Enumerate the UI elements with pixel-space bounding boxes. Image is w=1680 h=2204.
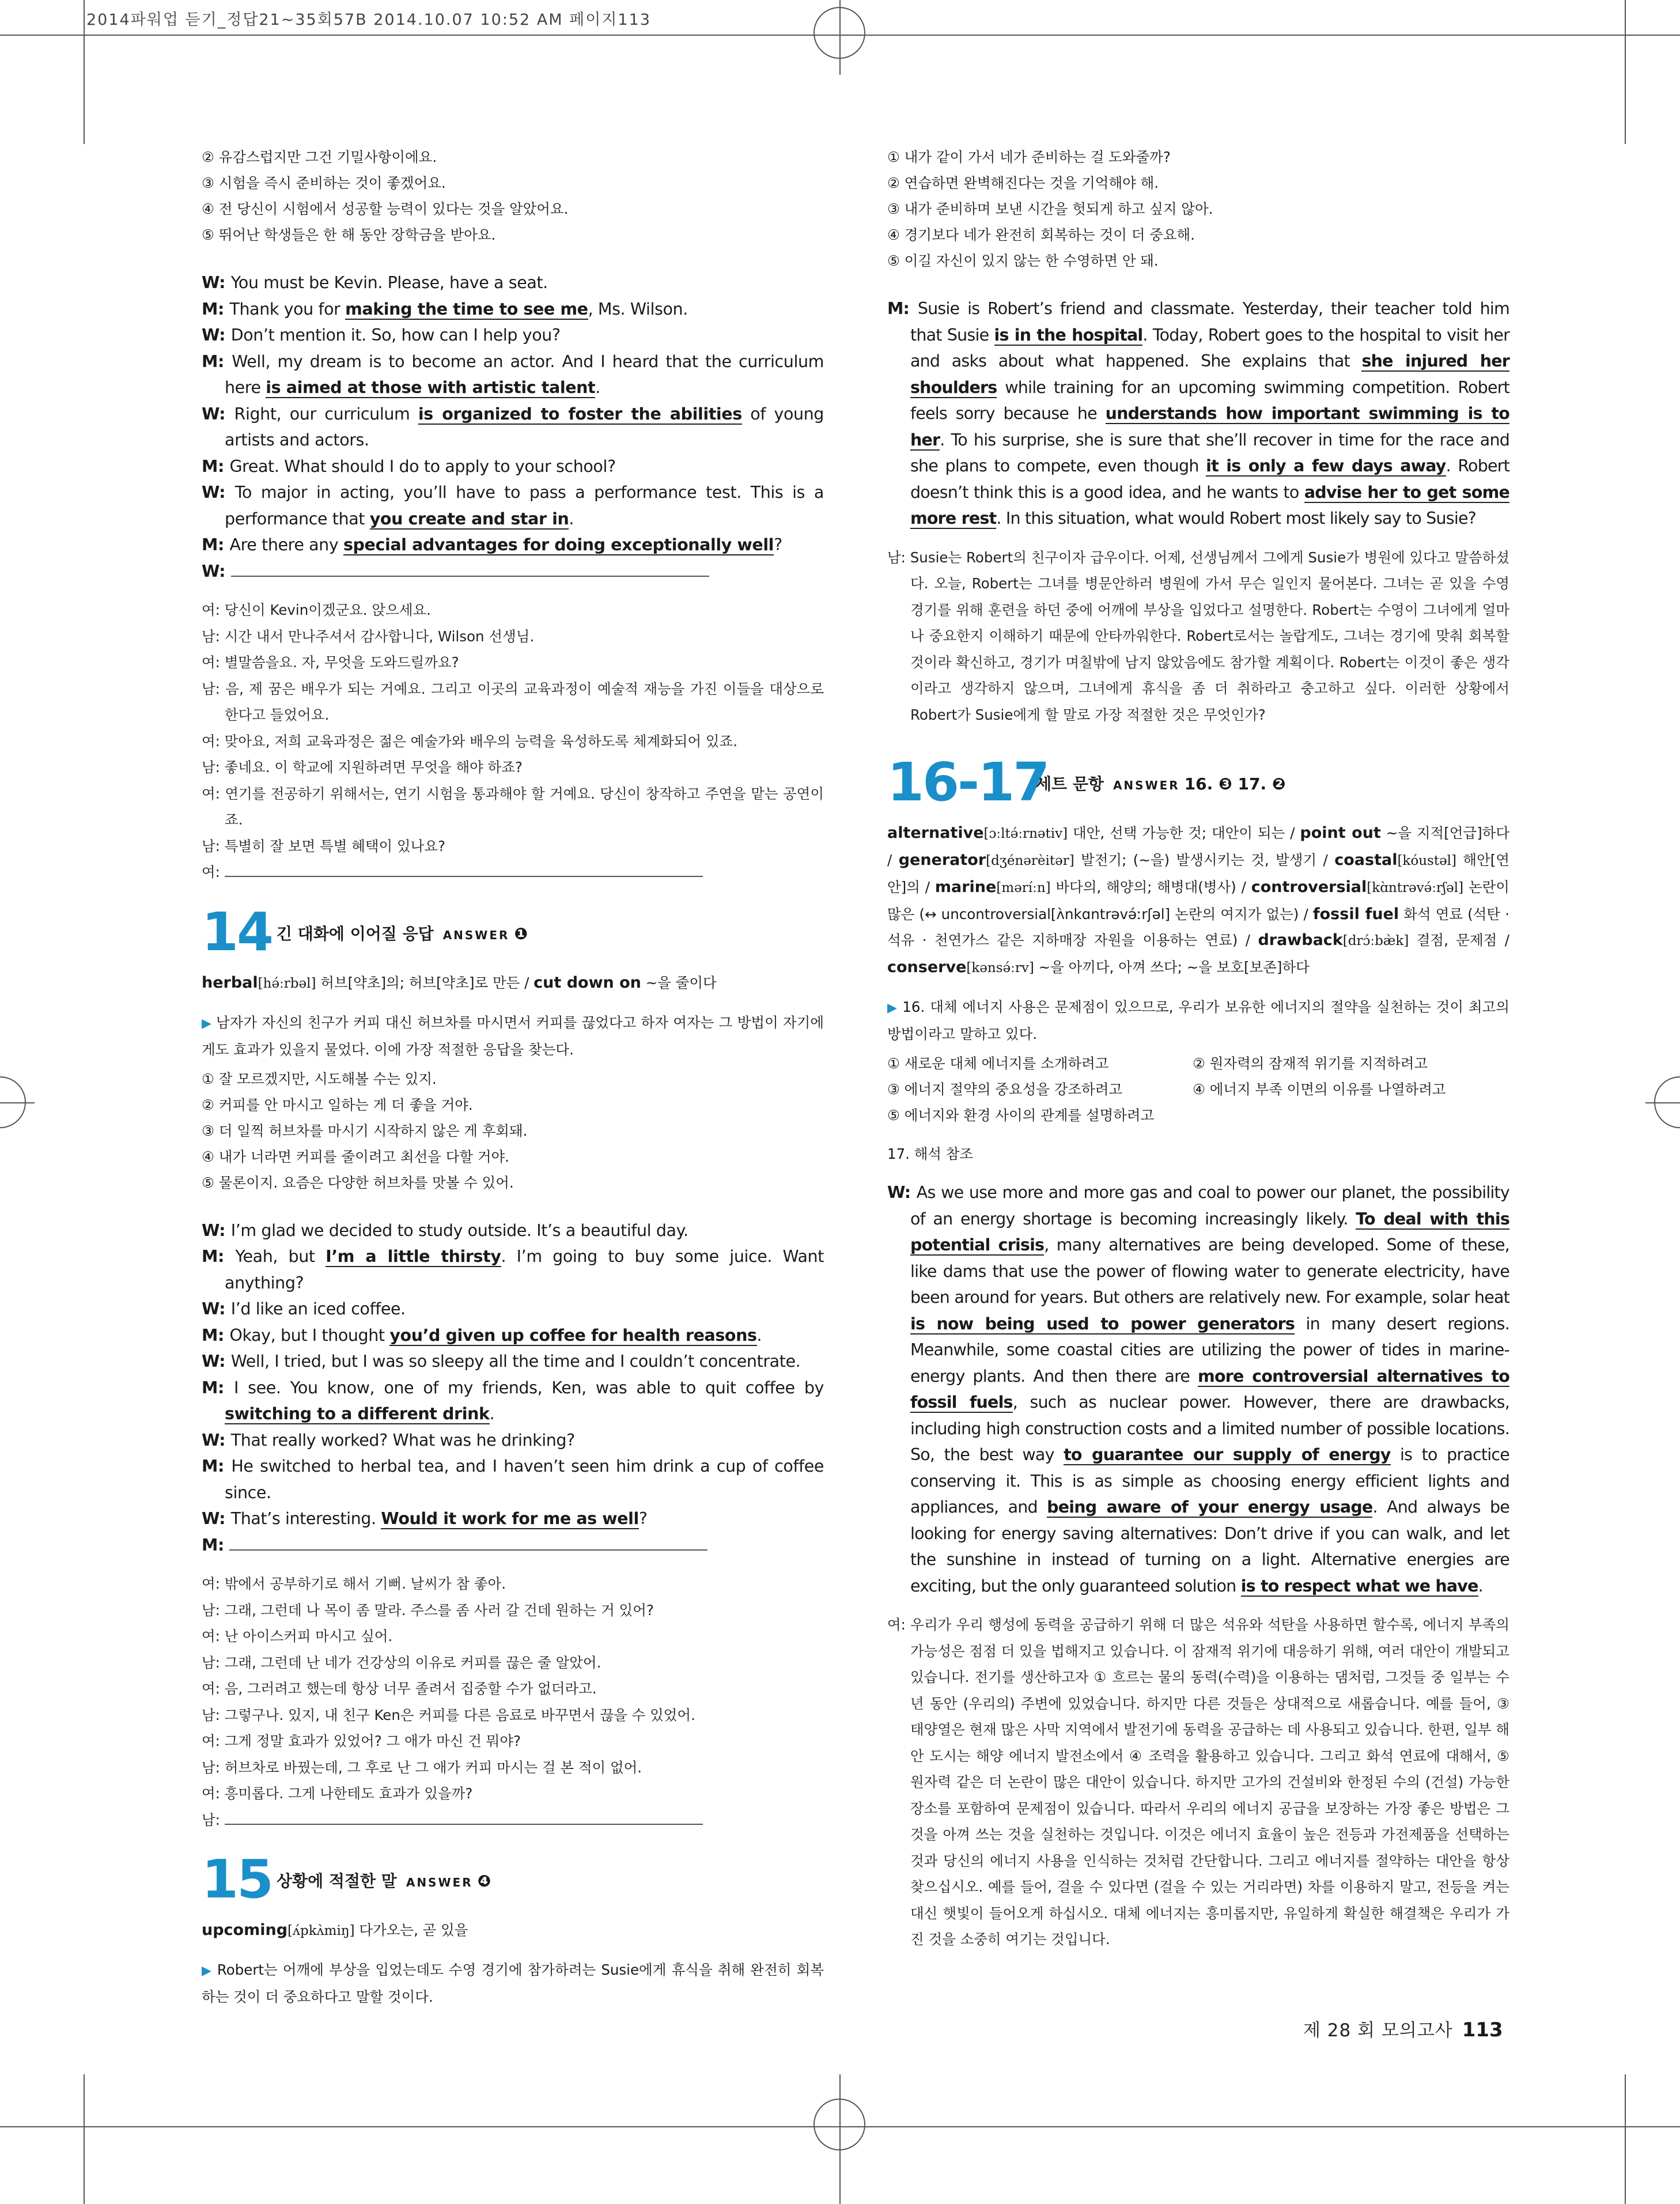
answer-value: ❹ <box>477 1872 491 1891</box>
section-14-header <box>202 901 824 970</box>
key-phrase: switching to a different drink <box>225 1404 490 1423</box>
option-2: ② 커피를 안 마시고 일하는 게 더 좋을 거야. <box>202 1096 473 1113</box>
line-text: Are there any <box>229 535 343 554</box>
section-number: 16-17 <box>887 751 1049 813</box>
key-phrase: is in the hospital <box>994 325 1143 345</box>
line-text: That really worked? What was he drinking? <box>230 1430 575 1450</box>
line-text: . Robert doesn’t think this is a good idea, and he wants to <box>910 456 1510 502</box>
line-text: ? <box>774 535 782 554</box>
speaker-label: 여: <box>202 864 225 880</box>
vocab-meaning: 발전기; (~을) 발생시키는 것, 발생기 / <box>1074 852 1335 868</box>
option-3: ③ 더 일찍 허브차를 마시기 시작하지 않은 게 후회돼. <box>202 1122 528 1139</box>
translation-line: 여: 별말씀을요. 자, 무엇을 도와드릴까요? <box>202 654 459 671</box>
line-text: . To his surprise, she is sure that she’ll recover in time for the race and she plans to compete, even though <box>910 430 1509 475</box>
vocab-meaning: ~을 아끼다, 아껴 쓰다; ~을 보호[보존]하다 <box>1034 959 1310 976</box>
translation-line: 여: 난 아이스커피 마시고 싶어. <box>202 1628 393 1645</box>
vocab-meaning: ~을 지적[언급]하다 / <box>887 825 1509 868</box>
line-text: I’d like an iced coffee. <box>230 1299 406 1318</box>
speaker-label: W: <box>202 1220 231 1240</box>
translation-line: 여: 흥미롭다. 그게 나한테도 효과가 있을까? <box>202 1785 473 1802</box>
option-3: ③ 시험을 즉시 준비하는 것이 좋겠어요. <box>202 175 446 191</box>
vocab-word: generator <box>898 851 986 869</box>
option-4: ④ 에너지 부족 이면의 이유를 나열하려고 <box>1193 1081 1446 1098</box>
option-5: ⑤ 물론이지. 요즘은 다양한 허브차를 맛볼 수 있어. <box>202 1174 514 1191</box>
vocab-word: marine <box>934 878 997 896</box>
key-phrase: is organized to foster the abilities <box>418 404 742 424</box>
vocab-meaning: 결점, 문제점 / <box>1409 932 1509 948</box>
answer-options-15 <box>887 144 1509 274</box>
line-text: To major in acting, you’ll have to pass a performance test. This is a performance that <box>225 483 824 528</box>
key-phrase: special advantages for doing exceptionally well <box>343 535 774 554</box>
vocab-pronunciation: [drɔ́ːbæ̀k] <box>1342 933 1409 948</box>
option-4: ④ 전 당신이 시험에서 성공할 능력이 있다는 것을 알았어요. <box>202 201 569 217</box>
speaker-label: W: <box>202 404 234 424</box>
dialogue-line <box>202 349 824 401</box>
explanation-15 <box>202 1957 824 2010</box>
speaker-label: W: <box>202 483 235 502</box>
translation-line: 여: 당신이 Kevin이겠군요. 앉으세요. <box>202 602 431 618</box>
section-title-line <box>1036 772 1286 795</box>
line-text: Don’t mention it. So, how can I help you? <box>230 326 561 345</box>
option-3: ③ 내가 준비하며 보낸 시간을 헛되게 하고 싶지 않아. <box>887 201 1213 217</box>
line-text: Well, I tried, but I was so sleepy all the time and I couldn’t concentrate. <box>230 1352 801 1371</box>
dialogue-14 <box>202 1218 824 1559</box>
vocab-word: conserve <box>887 958 967 976</box>
translation-13 <box>202 597 824 886</box>
explanation-text: Robert는 어깨에 부상을 입었는데도 수영 경기에 참가하려는 Susie에게 휴식을 취해 완전히 회복하는 것이 더 중요하다고 말할 것이다. <box>202 1961 824 2005</box>
option-5: ⑤ 뛰어난 학생들은 한 해 동안 장학금을 받아요. <box>202 226 496 243</box>
vocabulary-14 <box>202 970 824 997</box>
speaker-label: M: <box>202 351 232 371</box>
dialogue-line <box>202 1296 824 1322</box>
speaker-label: M: <box>887 299 918 318</box>
line-text: Susie is Robert’s friend and classmate. Yesterday, their teacher told him that Susie <box>910 299 1510 345</box>
line-text: Thank you for <box>229 299 346 319</box>
explanation-16 <box>887 994 1509 1047</box>
page-footer <box>1303 2016 1503 2042</box>
speaker-label: M: <box>202 1325 230 1345</box>
vocab-pronunciation: [kənsə́ːrv] <box>966 961 1034 976</box>
vocab-pronunciation: [ɔːltə́ːrnətiv] <box>983 826 1068 841</box>
section-title: 세트 문항 <box>1036 774 1104 793</box>
vocab-pronunciation: [dʒénərèitər] <box>986 853 1074 868</box>
answer-blank <box>229 1534 707 1551</box>
speaker-label: M: <box>202 1457 232 1476</box>
vocab-meaning: 화석 연료 (석탄 · 석유 · 천연가스 같은 지하매장 자원을 이용하는 연료) / <box>887 906 1510 948</box>
option-1: ① 잘 모르겠지만, 시도해볼 수는 있지. <box>202 1070 437 1087</box>
line-text: is to practice conserving it. This is as simple as choosing energy efficient lights and appliances, and <box>910 1445 1509 1517</box>
translation-line: 남: 허브차로 바꿨는데, 그 후로 난 그 애가 커피 마시는 걸 본 적이 없어. <box>202 1759 642 1776</box>
option-2: ② 원자력의 잠재적 위기를 지적하려고 <box>1193 1055 1428 1072</box>
vocab-meaning: 대안, 선택 가능한 것; 대안이 되는 / <box>1068 825 1300 841</box>
line-text: . I’m going to buy some juice. Want anything? <box>225 1247 824 1292</box>
dialogue-line <box>202 1506 824 1532</box>
vocab-word: controversial <box>1251 878 1367 896</box>
option-5: ⑤ 이길 자신이 있지 않는 한 수영하면 안 돼. <box>887 252 1159 269</box>
dialogue-line <box>202 270 824 296</box>
key-phrase: to guarantee our supply of energy <box>1064 1445 1391 1464</box>
vocab-word: alternative <box>887 824 984 842</box>
option-4: ④ 내가 너라면 커피를 줄이려고 최선을 다할 거야. <box>202 1148 509 1165</box>
dialogue-line <box>887 1180 1509 1599</box>
vocab-pronunciation: [məríːn] <box>996 880 1051 895</box>
right-column <box>887 144 1509 1953</box>
section-title: 상황에 적절한 말 <box>277 1872 397 1891</box>
left-column <box>202 144 824 2010</box>
translation-line: 여: 음, 그러려고 했는데 항상 너무 졸려서 집중할 수가 없더라고. <box>202 1680 597 1697</box>
page-number: 113 <box>1462 2018 1503 2042</box>
line-text: You must be Kevin. Please, have a seat. <box>230 273 548 292</box>
dialogue-line <box>202 1348 824 1375</box>
line-text: Right, our curriculum <box>234 404 418 424</box>
key-phrase: understands how important swimming is to her <box>910 404 1509 449</box>
line-text: I’m glad we decided to study outside. It’s a beautiful day. <box>230 1220 688 1240</box>
crop-mark <box>1625 2074 1626 2204</box>
translation-16-17: 여: 우리가 우리 행성에 동력을 공급하기 위해 더 많은 석유와 석탄을 사용하면 할수록, 에너지 부족의 가능성은 점점 더 있을 법해지고 있습니다. 이 잠재적 위기에 대응하기 위해, 여러 대안이 개발되고 있습니다. 전기를 생산하고자 ① 흐르는 물의 동력(수력)을 이용하는 댐처럼, 그것들 중 일부는 수년 동안 (우리의) 주변에 있었습니다. 하지만 다른 것들은 상대적으로 새롭습니다. 예를 들어, ③ 태양열은 현재 많은 사막 지역에서 발전기에 동력을 공급하는 데 사용되고 있습니다. 한편, 일부 해안 도시는 해양 에너지 발전소에서 ④ 조력을 활용하고 있습니다. 그리고 화석 연료에 대해서, ⑤ 원자력 같은 더 논란이 많은 대안이 있습니다. 하지만 고가의 건설비와 한정된 수의 (건설) 가능한 장소를 포함하여 문제점이 있습니다. 따라서 우리의 에너지 공급을 보장하는 가장 좋은 방법은 그것을 아껴 쓰는 것을 실천하는 것입니다. 이것은 에너지 효율이 높은 전등과 가전제품을 선택하는 것과 당신의 에너지 사용을 인식하는 것처럼 간단합니다. 그리고 에너지를 절약하는 대안을 항상 찾으십시오. 예를 들어, 걸을 수 있다면 (걸을 수 있는 거리라면) 차를 이용하지 말고, 전등을 켜는 대신 햇빛이 들어오게 하십시오. 대체 에너지는 흥미롭지만, 유일하게 확실한 해결책은 우리가 가진 것을 소중히 여기는 것입니다. <box>887 1616 1509 1948</box>
vocabulary-16-17 <box>887 820 1509 981</box>
line-text: That’s interesting. <box>230 1509 381 1528</box>
speaker-label: M: <box>202 1247 236 1266</box>
translation-answer-line <box>202 1807 824 1833</box>
translation-line: 남: 좋네요. 이 학교에 지원하려면 무엇을 해야 하죠? <box>202 759 523 776</box>
line-text: while training for an upcoming swimming competition. Robert feels sorry because he <box>910 377 1509 423</box>
speaker-label: W: <box>202 273 231 292</box>
line-text: . <box>595 378 600 397</box>
translation-answer-line <box>202 859 824 886</box>
line-text: , Ms. Wilson. <box>588 299 688 319</box>
crop-mark <box>84 2074 85 2204</box>
key-phrase: Would it work for me as well <box>381 1509 639 1528</box>
translation-line: 여: 밖에서 공부하기로 해서 기뻐. 날씨가 참 좋아. <box>202 1575 506 1592</box>
vocabulary-15 <box>202 1917 824 1944</box>
explanation-text: 16. 대체 에너지 사용은 문제점이 있으므로, 우리가 보유한 에너지의 절약을 실천하는 것이 최고의 방법이라고 말하고 있다. <box>887 999 1509 1042</box>
answer-options-14 <box>202 1066 824 1196</box>
answer-value: 16. ❸ 17. ❷ <box>1184 774 1286 793</box>
crop-mark <box>839 2074 841 2204</box>
vocab-word: fossil fuel <box>1312 905 1399 923</box>
translation-line: 남: 그래, 그런데 나 목이 좀 말라. 주스를 좀 사러 갈 건데 원하는 거 있어? <box>202 1601 654 1619</box>
dialogue-line <box>202 1532 824 1559</box>
vocab-word: drawback <box>1258 931 1343 949</box>
line-text: I see. You know, one of my friends, Ken, was able to quit coffee by <box>234 1378 824 1397</box>
translation-14 <box>202 1571 824 1833</box>
translation-line: 남: 그렇구나. 있지, 내 친구 Ken은 커피를 다른 음료로 바꾸면서 끊을 수 있었어. <box>202 1706 695 1723</box>
speaker-label: M: <box>202 299 230 319</box>
print-slug: 2014파워업 듣기_정답21~35회57B 2014.10.07 10:52 AM 페이지113 <box>86 11 651 29</box>
translation-15: 남: Susie는 Robert의 친구이자 급우이다. 어제, 선생님께서 그에게 Susie가 병원에 있다고 말씀하셨다. 오늘, Robert는 그녀를 병문안하러 병원에 가서 무슨 일인지 물어본다. 그녀는 곧 있을 수영 경기를 위해 훈련을 하던 중에 어깨에 부상을 입었다고 설명한다. Robert는 수영이 그녀에게 얼마나 중요한지 이해하기 때문에 안타까워한다. Robert로서는 놀랍게도, 그녀는 경기에 맞춰 회복할 것이라 확신하고, 경기가 며칠밖에 남지 않았음에도 참가할 계획이다. Robert는 이것이 좋은 생각이라고 생각하지 않으며, 그녀에게 휴식을 좀 더 취하라고 충고하고 싶다. 이러한 상황에서 Robert가 Susie에게 할 말로 가장 적절한 것은 무엇인가? <box>887 549 1509 723</box>
line-text: As we use more and more gas and coal to power our planet, the possibility of an energy shortage is becoming increasingly likely. <box>910 1183 1509 1228</box>
vocab-meaning: 논란이 많은 (↔ uncontroversial[ʌ̀nkɑntrəvə́ːrʃəl] 논란의 여지가 없는) / <box>887 879 1509 923</box>
key-phrase: you create and star in <box>369 509 569 528</box>
answer-blank <box>225 862 703 877</box>
crop-mark <box>839 0 841 75</box>
monologue-16-17 <box>887 1180 1509 1599</box>
key-phrase: she injured her shoulders <box>910 351 1509 397</box>
vocab-meaning: 허브[약초]의; 허브[약초]로 만든 / <box>316 974 534 991</box>
explanation-17: 17. 해석 참조 <box>887 1146 974 1162</box>
vocab-pronunciation: [hə́ːrbəl] <box>258 976 316 991</box>
line-text: , many alternatives are being developed. Some of these, like dams that use the power of flowing water to generate electricity, have been around for years. But others are relatively new. For example, solar heat <box>910 1235 1509 1307</box>
line-text: of young artists and actors. <box>225 404 824 449</box>
explanation-14 <box>202 1010 824 1063</box>
vocab-meaning: 바다의, 해양의; 해병대(병사) / <box>1050 879 1251 895</box>
line-text: Great. What should I do to apply to your school? <box>229 456 616 476</box>
dialogue-line <box>887 296 1509 532</box>
dialogue-line <box>202 558 824 585</box>
key-phrase: more controversial alternatives to fossil fuels <box>910 1366 1509 1412</box>
line-text: Okay, but I thought <box>229 1325 390 1345</box>
explanation-text: 남자가 자신의 친구가 커피 대신 허브차를 마시면서 커피를 끊었다고 하자 여자는 그 방법이 자기에게도 효과가 있을지 물었다. 이에 가장 적절한 응답을 찾는다. <box>202 1014 824 1058</box>
section-title-line <box>277 1869 491 1892</box>
option-2: ② 연습하면 완벽해진다는 것을 기억해야 해. <box>887 175 1159 191</box>
translation-line: 남: 음, 제 꿈은 배우가 되는 거예요. 그리고 이곳의 교육과정이 예술적 재능을 가진 이들을 대상으로 한다고 들었어요. <box>202 680 824 723</box>
vocab-pronunciation: [ʌ́pkʌ̀miŋ] <box>287 1923 355 1938</box>
key-phrase: being aware of your energy usage <box>1047 1498 1373 1517</box>
line-text: . <box>569 509 574 528</box>
translation-line: 남: 특별히 잘 보면 특별 혜택이 있나요? <box>202 837 445 855</box>
crop-mark <box>84 0 85 144</box>
speaker-label: W: <box>202 1509 231 1528</box>
dialogue-line <box>202 1218 824 1244</box>
section-title-line <box>277 921 528 944</box>
speaker-label: W: <box>202 1352 231 1371</box>
line-text: . <box>756 1325 762 1345</box>
option-3: ③ 에너지 절약의 중요성을 강조하려고 <box>887 1081 1123 1098</box>
key-phrase: is to respect what we have <box>1240 1576 1478 1596</box>
option-2: ② 유감스럽지만 그건 기밀사항이에요. <box>202 149 437 165</box>
speaker-label: M: <box>202 1535 230 1555</box>
option-5: ⑤ 에너지와 환경 사이의 관계를 설명하려고 <box>887 1107 1155 1124</box>
speaker-label: W: <box>202 1430 231 1450</box>
line-text: . <box>1478 1576 1483 1596</box>
answer-blank <box>225 1810 703 1825</box>
vocab-word: coastal <box>1334 851 1398 869</box>
key-phrase: To deal with this potential crisis <box>910 1209 1509 1254</box>
key-phrase: it is only a few days away <box>1206 456 1446 475</box>
option-4: ④ 경기보다 네가 완전히 회복하는 것이 더 중요해. <box>887 226 1195 243</box>
answer-options-16 <box>887 1050 1509 1128</box>
translation-line: 여: 연기를 전공하기 위해서는, 연기 시험을 통과해야 할 거예요. 당신이 창작하고 주연을 맡는 공연이죠. <box>202 785 824 828</box>
dialogue-line <box>202 1427 824 1454</box>
section-number: 15 <box>202 1848 273 1910</box>
translation-line: 여: 맞아요, 저희 교육과정은 젊은 예술가와 배우의 능력을 육성하도록 체계화되어 있죠. <box>202 732 738 750</box>
speaker-label: W: <box>202 561 231 581</box>
vocab-meaning: ~을 줄이다 <box>641 974 717 991</box>
answer-blank <box>231 561 709 577</box>
crop-mark <box>1645 1102 1680 1103</box>
line-text: Well, my dream is to become an actor. And I heard that the curriculum here <box>225 351 824 397</box>
vocab-pronunciation: [kóustəl] <box>1397 853 1457 868</box>
translation-line: 남: 그래, 그런데 난 네가 건강상의 이유로 커피를 끊은 줄 알았어. <box>202 1654 601 1671</box>
section-number: 14 <box>202 901 273 963</box>
vocab-meaning: 해안[연안]의 / <box>887 852 1509 895</box>
vocab-word: herbal <box>202 973 258 992</box>
key-phrase: you’d given up coffee for health reasons <box>389 1325 757 1345</box>
vocab-word: upcoming <box>202 1921 288 1939</box>
key-phrase: is aimed at those with artistic talent <box>266 378 596 397</box>
key-phrase: I’m a little thirsty <box>326 1247 501 1266</box>
dialogue-line <box>202 479 824 532</box>
dialogue-line <box>202 401 824 453</box>
answer-value: ❶ <box>514 924 528 943</box>
dialogue-line <box>202 532 824 558</box>
speaker-label: W: <box>202 1299 231 1318</box>
speaker-label: M: <box>202 535 230 554</box>
answer-options-13 <box>202 144 824 248</box>
monologue-15 <box>887 296 1509 532</box>
dialogue-line <box>202 296 824 323</box>
triangle-icon: ▶ <box>202 1964 217 1978</box>
speaker-label: W: <box>887 1183 917 1202</box>
speaker-label: M: <box>202 456 230 476</box>
dialogue-line <box>202 1243 824 1296</box>
key-phrase: is now being used to power generators <box>910 1314 1295 1333</box>
vocab-word: point out <box>1300 824 1381 842</box>
section-title: 긴 대화에 이어질 응답 <box>277 924 434 943</box>
option-1: ① 새로운 대체 에너지를 소개하려고 <box>887 1055 1109 1072</box>
section-16-17-header <box>887 751 1509 820</box>
option-1: ① 내가 같이 가서 네가 준비하는 걸 도와줄까? <box>887 149 1171 165</box>
key-phrase: advise her to get some more rest <box>910 482 1509 528</box>
triangle-icon: ▶ <box>887 1001 903 1015</box>
key-phrase: making the time to see me <box>345 299 588 319</box>
dialogue-line <box>202 1322 824 1349</box>
dialogue-line <box>202 1375 824 1427</box>
line-text: He switched to herbal tea, and I haven’t seen him drink a cup of coffee since. <box>225 1457 824 1502</box>
dialogue-line <box>202 453 824 480</box>
translation-line: 남: 시간 내서 만나주셔서 감사합니다, Wilson 선생님. <box>202 627 535 645</box>
answer-label: ANSWER <box>1113 778 1180 792</box>
translation-line: 여: 그게 정말 효과가 있었어? 그 애가 마신 건 뭐야? <box>202 1733 521 1749</box>
line-text: . <box>489 1404 495 1423</box>
dialogue-line <box>202 322 824 349</box>
line-text: , such as nuclear power. However, there are drawbacks, including high construction costs and a limited number of possible locations. So, the best way <box>910 1393 1509 1464</box>
crop-mark <box>0 1102 35 1103</box>
section-15-header <box>202 1848 824 1917</box>
answer-label: ANSWER <box>406 1876 473 1889</box>
line-text: ? <box>638 1509 648 1528</box>
speaker-label: W: <box>202 326 231 345</box>
vocab-pronunciation: [kɑ̀ntrəvə́ːrʃəl] <box>1367 880 1464 895</box>
speaker-label: M: <box>202 1378 234 1397</box>
line-text: in many desert regions. Meanwhile, some coastal cities are utilizing the power of tides in marine-energy plants. And then there are <box>910 1314 1509 1386</box>
exam-label: 제 28 회 모의고사 <box>1303 2020 1453 2041</box>
triangle-icon: ▶ <box>202 1016 216 1031</box>
dialogue-line <box>202 1453 824 1506</box>
line-text: Yeah, but <box>235 1247 326 1266</box>
speaker-label: 남: <box>202 1811 225 1828</box>
crop-mark <box>1625 0 1626 144</box>
dialogue-13 <box>202 270 824 584</box>
answer-label: ANSWER <box>442 928 510 942</box>
vocab-meaning: 다가오는, 곧 있을 <box>354 1922 468 1938</box>
line-text: . In this situation, what would Robert most likely say to Susie? <box>996 509 1477 528</box>
line-text: . Today, Robert goes to the hospital to visit her and asks about what happened. She explains that <box>910 325 1510 371</box>
line-text: . And always be looking for energy saving alternatives: Don’t drive if you can walk, and let the sunshine in instead of turning on a light. Alternative energies are exciting, but the only guaranteed solution <box>910 1498 1509 1596</box>
vocab-word: cut down on <box>533 973 641 992</box>
